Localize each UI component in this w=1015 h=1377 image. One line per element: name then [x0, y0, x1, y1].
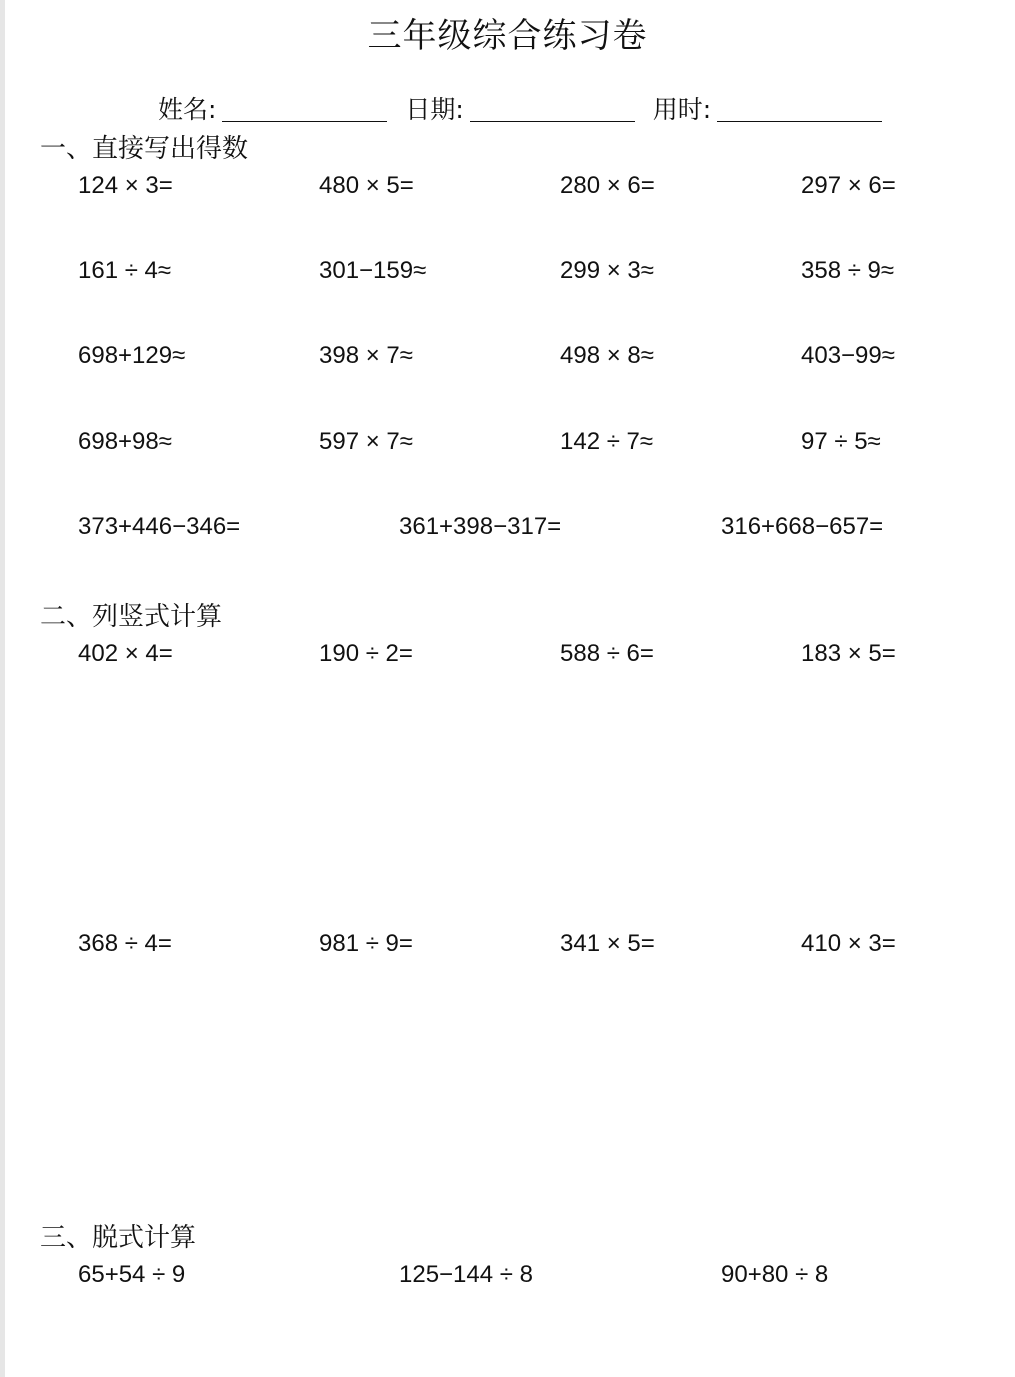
problem: 358 ÷ 9≈ — [801, 257, 895, 284]
problem: 125−144 ÷ 8 — [399, 1261, 533, 1288]
problem: 301−159≈ — [319, 257, 427, 284]
problem: 981 ÷ 9= — [319, 930, 413, 957]
problem: 124 × 3= — [78, 172, 173, 199]
worksheet-title: 三年级综合练习卷 — [367, 16, 648, 56]
name-label: 姓名: — [158, 95, 217, 124]
date-blank[interactable] — [470, 95, 635, 122]
problem: 161 ÷ 4≈ — [78, 257, 172, 284]
problem: 403−99≈ — [801, 342, 895, 369]
problem: 498 × 8≈ — [560, 342, 654, 369]
name-field — [158, 90, 387, 130]
name-blank[interactable] — [222, 95, 387, 122]
problem: 65+54 ÷ 9 — [78, 1261, 186, 1288]
problem: 280 × 6= — [560, 172, 655, 199]
problem: 316+668−657= — [721, 513, 884, 540]
time-blank[interactable] — [717, 95, 882, 122]
time-label: 用时: — [652, 95, 712, 124]
problem: 698+98≈ — [78, 428, 172, 455]
section-2-title: 二、列竖式计算 — [40, 602, 223, 632]
problem: 402 × 4= — [78, 640, 173, 667]
problem: 597 × 7≈ — [319, 428, 413, 455]
problem: 373+446−346= — [78, 513, 241, 540]
problem: 341 × 5= — [560, 930, 655, 957]
problem: 588 ÷ 6= — [560, 640, 654, 667]
problem: 142 ÷ 7≈ — [560, 428, 654, 455]
problem: 480 × 5= — [319, 172, 414, 199]
problem: 97 ÷ 5≈ — [801, 428, 881, 455]
student-info-row — [158, 90, 892, 130]
date-field — [405, 90, 634, 130]
problem: 299 × 3≈ — [560, 257, 654, 284]
problem: 183 × 5= — [801, 640, 896, 667]
problem: 190 ÷ 2= — [319, 640, 413, 667]
section-1-title: 一、直接写出得数 — [40, 134, 249, 164]
problem: 698+129≈ — [78, 342, 186, 369]
section-3-title: 三、脱式计算 — [40, 1223, 197, 1253]
problem: 90+80 ÷ 8 — [721, 1261, 829, 1288]
time-field — [653, 90, 882, 130]
problem: 361+398−317= — [399, 513, 562, 540]
page-left-edge — [0, 0, 5, 1377]
problem: 368 ÷ 4= — [78, 930, 172, 957]
date-label: 日期: — [405, 95, 464, 124]
problem: 398 × 7≈ — [319, 342, 413, 369]
problem: 410 × 3= — [801, 930, 896, 957]
problem: 297 × 6= — [801, 172, 896, 199]
